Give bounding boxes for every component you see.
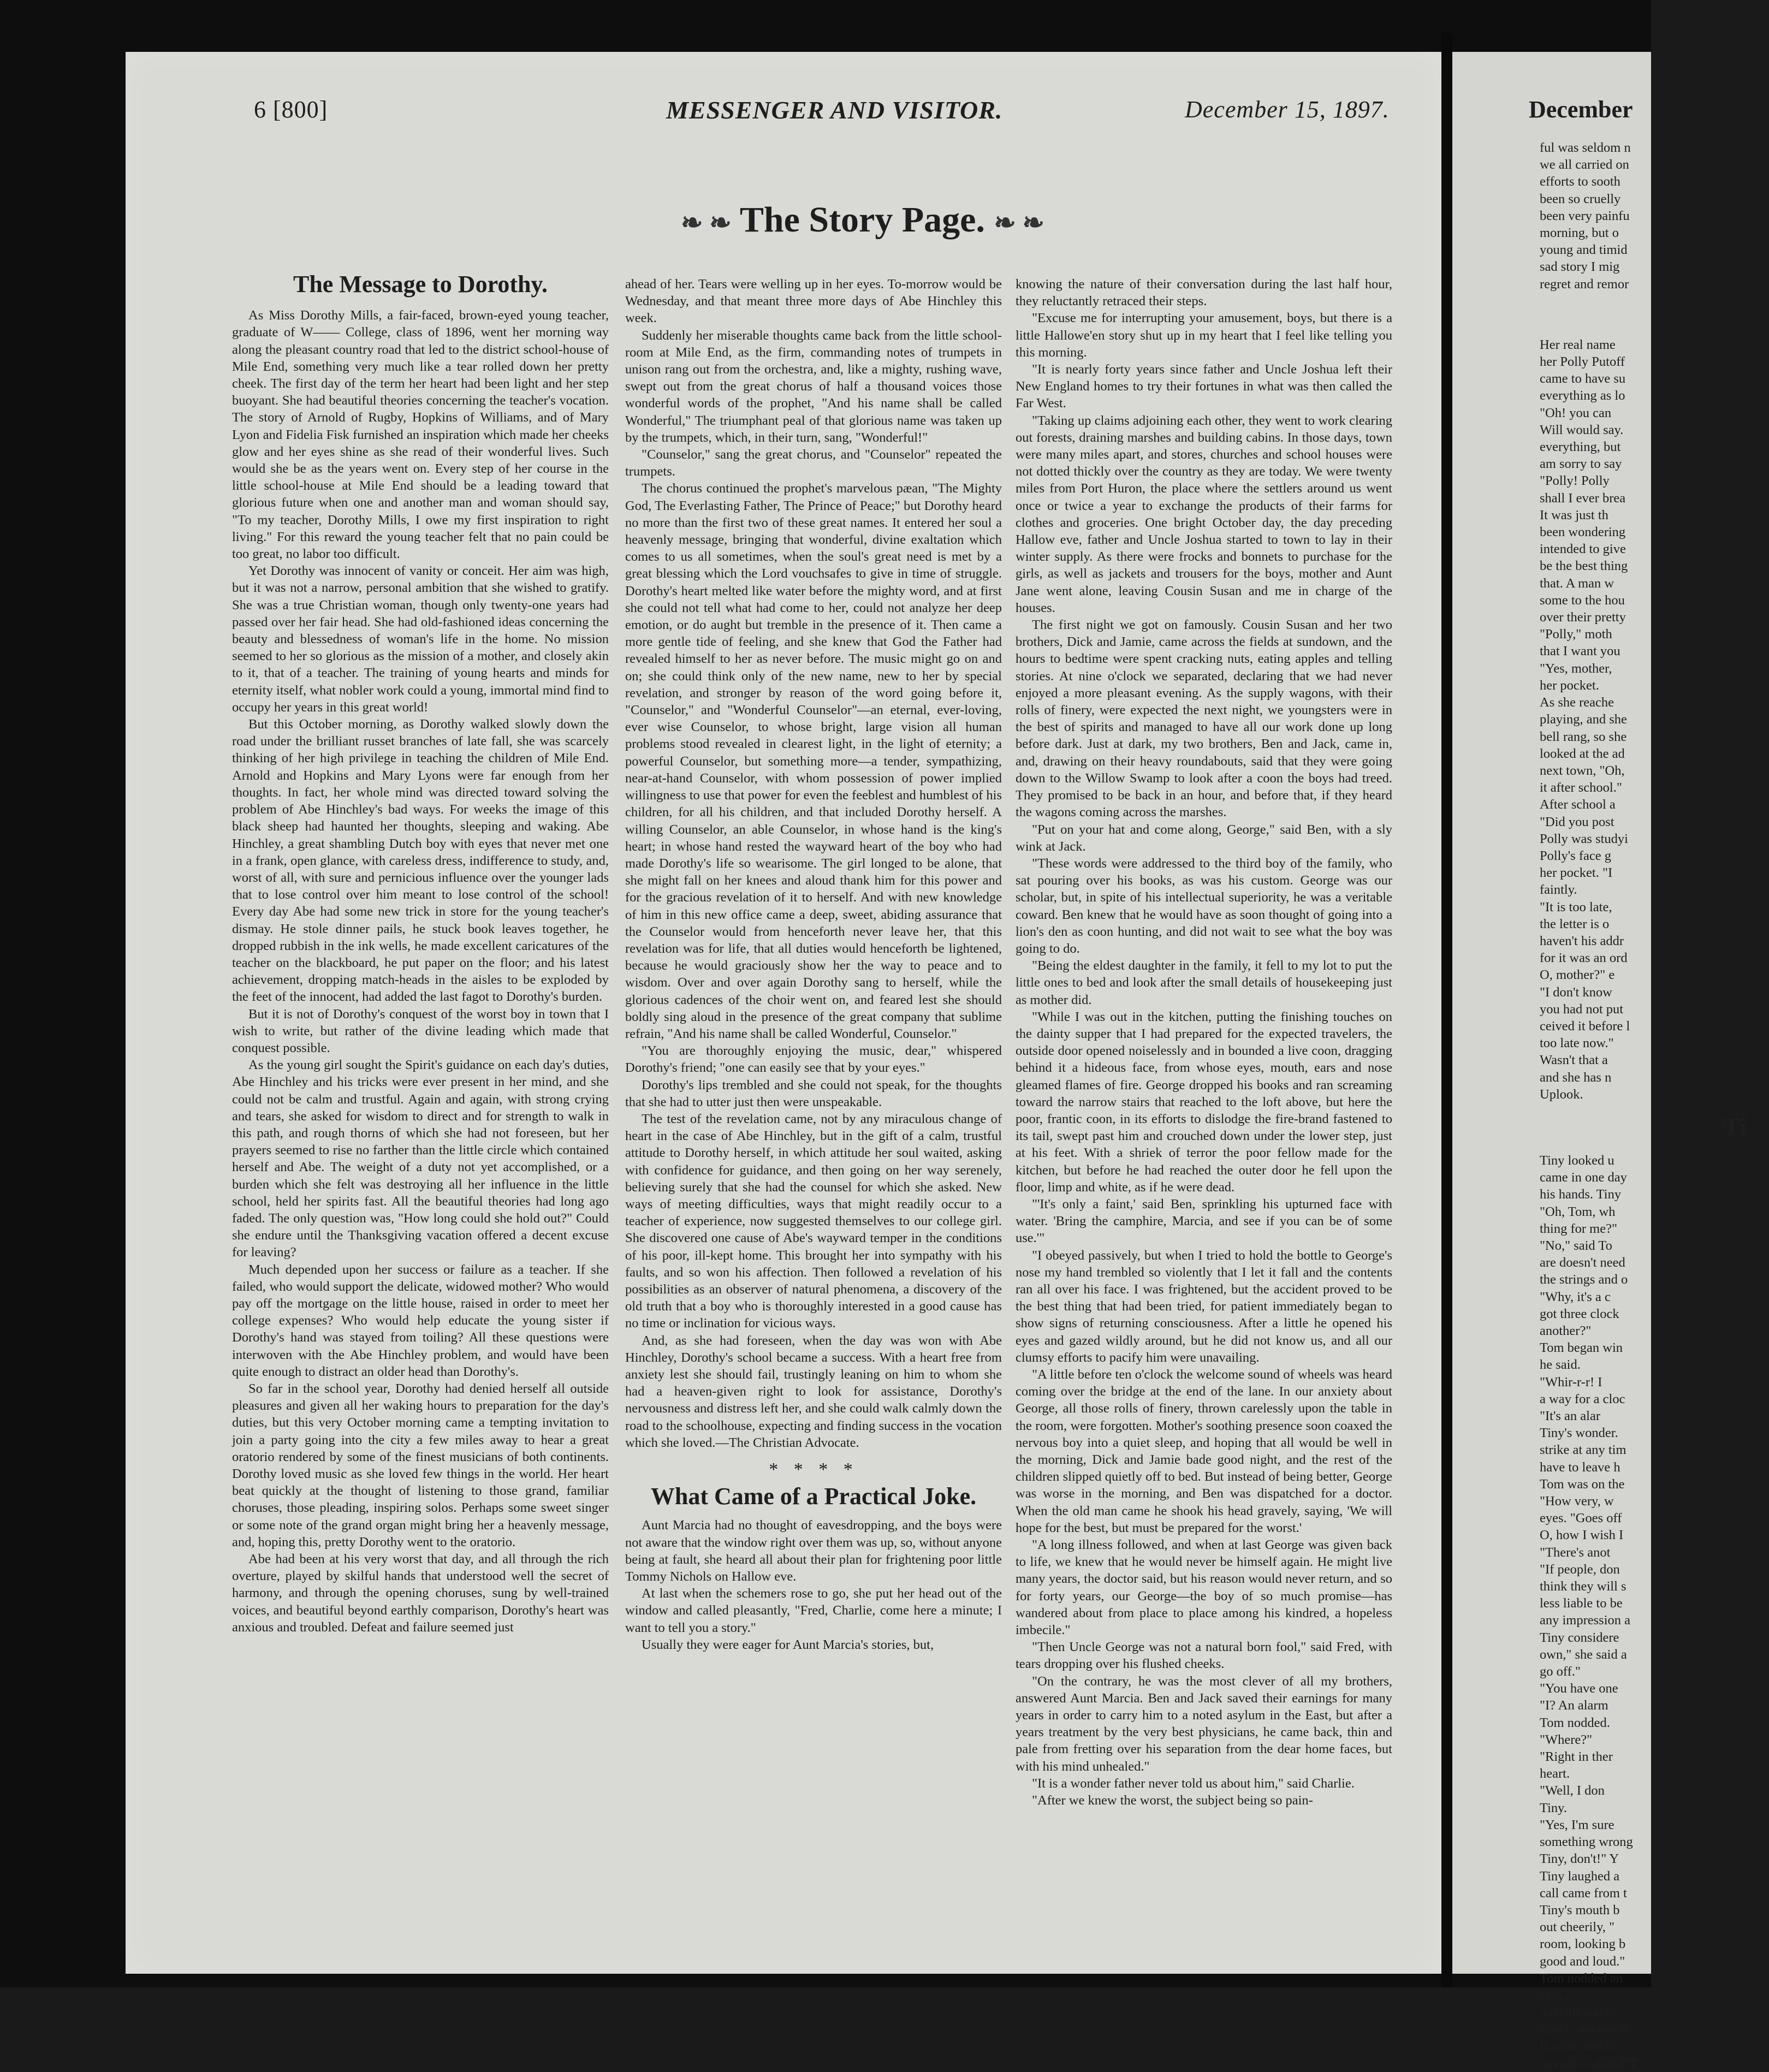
fragment-line: am sorry to say [1540, 456, 1622, 472]
fragment-line: everything, but [1540, 440, 1621, 455]
fragment-line: it after school." [1540, 780, 1622, 795]
fragment-line: less liable to be [1540, 1596, 1623, 1611]
fragment-line: Polly's face g [1540, 848, 1611, 863]
fragment-line: go off." [1540, 1664, 1581, 1679]
fragment-line: sad story I mig [1540, 259, 1620, 275]
fragment-line: "Right in ther [1540, 1749, 1613, 1765]
fragment-line: playing, and she [1540, 712, 1627, 727]
fragment-line: efforts to sooth [1540, 174, 1620, 189]
paragraph: Dorothy's lips trembled and she could not speak, for the thoughts that she had to utter just then were unspeakable. [625, 1077, 1002, 1109]
fragment-line: "Yes, mother, [1540, 661, 1612, 676]
paragraph: "Being the eldest daughter in the family, it fell to my lot to put the little ones to bed and look after the small details of housekeeping just as mother did. [1016, 958, 1392, 1007]
fragment-line: "There's anot [1540, 1545, 1611, 1560]
fragment-line: "No," said To [1540, 1238, 1612, 1253]
page-gutter [1441, 33, 1452, 1987]
fragment-line: that. A man w [1540, 575, 1614, 591]
fragment-line: haven't his addr [1540, 933, 1624, 948]
fragment-line: you had not put [1540, 1001, 1624, 1017]
paragraph: The chorus continued the prophet's marvelous pæan, "The Mighty God, The Everlasting Father, The Prince of Peace;" but Dorothy heard no more than the first two of these great names. It entered her soul a heavenly message, bringing that wonderful, divine exaltation which comes to us all sometimes, when the soul's great need is met by a great blessing which the Lord vouchsafes to give in time of struggle. Dorothy's heart melted like water before the mighty word, and at first she could not tell what had come to her, could not analyze her deep emotion, or do aught but tremble in the presence of it. Then came a more gentle tide of feeling, and she knew that God the Father had revealed himself to her as never before. The music might go on and on; she could think only of the new name, new to her by special revelation, and stronger by reason of the word going before it, "Counselor," and "Wonderful Counselor"—an eternal, ever-loving, ever wise Counselor, to whose bright, large vision all human problems stood revealed in clearest light, in the light of eternity; a powerful Counselor, but something more—a tender, sympathizing, near-at-hand Counselor, with whom possession of power implied willingness to use that power for even the feeblest and humblest of his children, for all his children, and that included Dorothy herself. A willing Counselor, an able Counselor, in whose hand is the king's heart; in whose hand rested the wayward heart of the boy who had made Dorothy's life so wearisome. The girl longed to be alone, that she might fall on her knees and aloud thank him for this power and for the gracious revelation of it to herself. And with new knowledge of him in this new office came a deep, sweet, abiding assurance that the Counselor would from henceforth never leave her, that this revelation was for life, that all duties would henceforth be lightened, because he would graciously show her the way to peace and to wisdom. Over and over again Dorothy sang to herself, while the glorious cadences of the choir went on, and feared lest she should boldly sing aloud in the presence of the great company that sublime refrain, "And his name shall be called Wonderful, Counselor." [625, 481, 1002, 1041]
masthead: MESSENGER AND VISITOR. [666, 96, 1003, 124]
fragment-line: Tiny laughed a [1540, 1868, 1620, 1884]
fragment-line: Tiny considere [1540, 1630, 1619, 1645]
paragraph: At last when the schemers rose to go, she put her head out of the window and called pleasantly, "Fred, Charlie, come here a minute; I want to tell you a story." [625, 1586, 1002, 1635]
fragment-line: room, looking b [1540, 1937, 1626, 1952]
fragment-line: in vain, and tu [1540, 2039, 1617, 2054]
story-body [625, 1517, 1002, 1653]
fragment-line: out cheerily, " [1540, 1920, 1614, 1935]
fragment-line: It was just th [1540, 507, 1608, 523]
fragment-line: "Why, it's a c [1540, 1289, 1611, 1304]
fragment-line: Wasn't that a [1540, 1053, 1608, 1068]
fragment-line: Tom nodded. [1540, 1715, 1610, 1730]
fragment-line: her pocket. [1540, 678, 1599, 693]
fragment-lines [1540, 336, 1769, 1103]
fragment-line: ful was seldom n [1540, 140, 1631, 155]
paragraph: "These words were addressed to the third boy of the family, who sat pouring over his books, as was his custom. George was our scholar, but, in spite of his intellectual superiority, he was a veritable coward. Ben knew that he would have as soon thought of going into a lion's den as coon hunting, and did not wait to see what the boy was going to do. [1016, 856, 1392, 956]
ornament-right: ❧ ❧ [994, 209, 1044, 238]
newspaper-page [126, 52, 1441, 1974]
fragment-line: strike at any tim [1540, 1442, 1626, 1458]
fragment-line: everything as lo [1540, 388, 1625, 403]
paragraph: "'It's only a faint,' said Ben, sprinkling his upturned face with water. 'Bring the camphire, Marcia, and see if you can be of some use.'" [1016, 1196, 1392, 1246]
fragment-line: As she reache [1540, 695, 1614, 710]
fragment-line: sure to answer th [1540, 2022, 1631, 2037]
page-header [126, 96, 1441, 139]
paragraph: "Taking up claims adjoining each other, they went to work clearing out forests, draining marshes and building cabins. In those days, town were many miles apart, and stores, churches and school houses were not dotted thickly over the country as they are today. We were twenty miles from Port Huron, the place where the settlers around us went once or twice a year to exchange the products of their farms for clothes and groceries. One bright October day, the day preceding Hallow eve, father and Uncle Joshua started to town to lay in their winter supply. As there were frocks and bonnets to purchase for the girls, as well as jackets and trousers for the boys, mother and Aunt Jane went alone, leaving Cousin Susan and me in charge of the houses. [1016, 413, 1392, 615]
fragment-line: "It is too late, [1540, 899, 1612, 915]
fragment-line: call came from t [1540, 1885, 1627, 1901]
section-title-text: The Story Page. [739, 200, 985, 240]
fragment-line: been very painfu [1540, 208, 1630, 223]
story-title: The Message to Dorothy. [293, 271, 548, 298]
fragment-line: Tiny looked u [1540, 1153, 1614, 1168]
fragment-line: some to the hou [1540, 592, 1625, 608]
fragment-line: are doesn't need [1540, 1255, 1625, 1270]
fragment-line: "Polly," moth [1540, 627, 1612, 642]
paragraph: "Put on your hat and come along, George," said Ben, with a sly wink at Jack. [1016, 822, 1392, 854]
fragment-line: heart. [1540, 1766, 1570, 1782]
paragraph: The test of the revelation came, not by any miraculous change of heart in the case of Abe Hinchley, but in the gift of a calm, trustful attitude to Dorothy herself, in which attitude her soul waited, asking with confidence for guidance, and then going on her way serenely, believing surely that she had the counsel for which she asked. New ways of meeting difficulties, ways that might readily occur to a teacher of experience, now suggested themselves to our college girl. She discovered one cause of Abe's wayward temper in the conditions of his poor, ill-kept home. This brought her into sympathy with his faults, and so won his affection. Then followed a revelation of his possibilities as an observer of natural phenomena, a discovery of the old truth that a boy who is thoroughly interested in a good cause has no time or inclination for vicious ways. [625, 1111, 1002, 1331]
fragment-line: Polly was studyi [1540, 831, 1628, 846]
fragment-line: Tom began win [1540, 1340, 1623, 1356]
fragment-line: morning, but o [1540, 225, 1619, 241]
section-title [644, 199, 1081, 241]
paragraph: "You are thoroughly enjoying the music, dear," whispered Dorothy's friend; "one can easily see that by your eyes." [625, 1043, 1002, 1076]
fragment-line: something wrong [1540, 1834, 1633, 1850]
fragment-line: "You have one [1540, 1681, 1618, 1696]
next-page-header: December [1529, 96, 1633, 123]
paragraph: ahead of her. Tears were welling up in her eyes. To-morrow would be Wednesday, and that meant three more days of Abe Hinchley this week. [625, 277, 1002, 326]
fragment-line: the letter is o [1540, 916, 1610, 931]
fragment-line: been wondering [1540, 525, 1626, 540]
fragment-line: good and loud." [1540, 1954, 1625, 1969]
fragment-line: "Yes, I'm sure [1540, 1817, 1614, 1832]
paragraph: As the young girl sought the Spirit's guidance on each day's duties, Abe Hinchley and his tricks were ever present in her mind, and she could not be calm and trustful. Again and again, with strong crying and tears, she asked for wisdom to direct and for strength to walk in this path, and rough thorns of which she had not foreseen, but her prayers seemed to rise no farther than the little circle which contained herself and Abe. The weight of a duty not yet accomplished, or a burden which she felt was destroying all her influence in the little school, held her spirits fast. All the beautiful theories had long ago faded. The only question was, "How long could she hold out?" Could she endure until the Thanksgiving vacation offered a decent excuse for leaving? [232, 1058, 609, 1260]
fragment-line: a way for a cloc [1540, 1391, 1625, 1406]
fragment-line: Uplook. [1540, 1087, 1583, 1102]
fragment-line: own," she said a [1540, 1647, 1627, 1662]
paragraph: Aunt Marcia had no thought of eavesdropping, and the boys were not aware that the window right over them was up, so, without anyone being at fault, she heard all about their plan for frightening poor little Tommy Nichols on Hallow eve. [625, 1518, 1002, 1584]
fragment-line: be the best thing [1540, 559, 1628, 574]
paragraph: But this October morning, as Dorothy walked slowly down the road under the brilliant russet branches of late fall, she was scarcely thinking of her high privilege in teaching the children of Mile End. Arnold and Hopkins and Mary Lyons were far enough from her thoughts. In fact, her whole mind was directed toward solving the problem of Abe Hinchley's bad ways. For weeks the image of this black sheep had haunted her thoughts, sleeping and waking. Abe Hinchley, a great shambling Dutch boy with eyes that never met one in a frank, open glance, with careless dress, indifference to study, and, worst of all, with sure and pernicious influence over the younger lads that to lose control over him meant to lose control of the school! Every day Abe had some new trick in store for the young teacher's dismay. He stole dinner pails, he stuck book leaves together, he dropped rubbish in the ink wells, he made excellent caricatures of the teacher on the blackboard, he put paper on the floor; and his latest achievement, dropping match-heads in the aisles to be exploded by the feet of the innocent, had added the last fagot to Dorothy's burden. [232, 717, 609, 1005]
fragment-line: And all you li [1540, 2005, 1614, 2020]
fragment-line: his hands. Tiny [1540, 1187, 1622, 1202]
fragment-line: "If people, don [1540, 1562, 1620, 1577]
fragment-line: her Polly Putoff [1540, 354, 1625, 370]
fragment-line: came in one day [1540, 1170, 1627, 1185]
fragment-line: "How very, w [1540, 1494, 1614, 1509]
fragment-subhead: Ti [1723, 1112, 1747, 1142]
paragraph: The first night we got on famously. Cousin Susan and her two brothers, Dick and Jamie, came across the fields at sundown, and the hours to bedtime were spent cracking nuts, eating apples and telling stories. At nine o'clock we separated, declaring that we had never enjoyed a more pleasant evening. As the supply wagons, with their rolls of finery, were expected the next night, we youngsters were in the best of spirits and managed to have all our work done up long before dark. Just at dark, my two brothers, Ben and Jack, came in, and, drawing on their heavy roundabouts, said that they were going down to the Willow Swamp to look after a coon the boys had treed. They promised to be back in an hour, and before that, if they heard the wagons coming across the marshes. [1016, 618, 1392, 820]
fragment-line: and she has n [1540, 1070, 1612, 1085]
fragment-line: bell rang, so she [1540, 729, 1627, 744]
fragment-line: Tiny's mouth b [1540, 1902, 1620, 1917]
fragment-line: young and timid [1540, 242, 1628, 258]
story-body-continued [1016, 276, 1392, 1809]
next-page-fragment [1452, 52, 1747, 2071]
fragment-line: got three clock [1540, 1306, 1619, 1321]
paragraph: "It is nearly forty years since father and Uncle Joshua left their New England homes to try their fortunes in what was then called the Far West. [1016, 362, 1392, 411]
fragment-line: have to leave h [1540, 1459, 1620, 1475]
fragment-line: women.—Great T [1540, 2056, 1637, 2071]
fragment-line: regret and remor [1540, 276, 1629, 292]
fragment-line: "Did you post [1540, 814, 1614, 829]
fragment-line: Her real name [1540, 337, 1616, 352]
issue-date: December 15, 1897. [1185, 96, 1390, 123]
next-page-column [1540, 139, 1769, 2072]
fragment-line: looked at the ad [1540, 746, 1625, 761]
paragraph: "A long illness followed, and when at last George was given back to life, we knew that he would never be himself again. He might live many years, the doctor said, but his reason would never return, and so for forty years, our George—the boy of so much promise—has wandered about from place to place among his kindred, a hopeless imbecile." [1016, 1537, 1392, 1638]
fragment-line: "Oh, Tom, wh [1540, 1204, 1616, 1219]
fragment-line: Tom was on the [1540, 1476, 1625, 1492]
fragment-line: another?" [1540, 1323, 1592, 1338]
paragraph: And, as she had foreseen, when the day was won with Abe Hinchley, Dorothy's school became a success. With a heart free from anxiety lest she should fail, trustingly leaning on him to whom she had a heaven-given right to look for assistance, Dorothy's nervousness and distress left her, and she could walk calmly down the road to the schoolhouse, expecting and finding success in the vocation which she loved.—The Christian Advocate. [625, 1333, 1002, 1450]
column-2 [625, 276, 1002, 1653]
story-title: What Came of a Practical Joke. [650, 1483, 977, 1510]
paragraph: Usually they were eager for Aunt Marcia's stories, but, [642, 1637, 934, 1652]
paragraph: "After we knew the worst, the subject being so pain- [1032, 1793, 1313, 1808]
paragraph: Yet Dorothy was innocent of vanity or conceit. Her aim was high, but it was not a narrow, personal ambition that she wished to gratify. She was a true Christian woman, though only twenty-one years had passed over her fair head. She had old-fashioned ideas concerning the beauty and blessedness of woman's life in the home. No mission seemed to her so glorious as the mission of a mother, and closely akin to it, that of a teacher. The training of young hearts and minds for eternity itself, what nobler work could a young, immortal mind find to occupy her years in this great world! [232, 563, 609, 715]
paragraph: "It is a wonder father never told us about him," said Charlie. [1032, 1776, 1355, 1791]
fragment-line: eyes. "Goes off [1540, 1511, 1622, 1526]
fragment-line: for it was an ord [1540, 951, 1628, 966]
fragment-line: too late now." [1540, 1036, 1614, 1051]
fragment-line: her pocket. "I [1540, 865, 1613, 881]
paragraph: Suddenly her miserable thoughts came back from the little school-room at Mile End, as the firm, commanding notes of trumpets in unison rang out from the orchestra, and, like a mighty, rushing wave, swept out from the great chorus of half a thousand voices those wonderful words of the prophet, "And his name shall be called Wonderful," The triumphant peal of that glorious name was taken up by the trumpets, which, in their turn, sang, "Wonderful!" [625, 328, 1002, 445]
paragraph: Abe had been at his very worst that day, and all through the rich overture, played by skilful hands that understood well the secret of harmony, and through the opening choruses, sung by well-trained voices, and beautiful beyond earthly comparison, Dorothy's heart was anxious and troubled. Defeat and failure seemed just [232, 1552, 609, 1635]
paragraph: knowing the nature of their conversation during the last half hour, they reluctantly retraced their steps. [1016, 277, 1392, 309]
paragraph: "A little before ten o'clock the welcome sound of wheels was heard coming over the bridge at the end of the lane. In our anxiety about George, all those rolls of finery, thrown carelessly upon the table in the room, were forgotten. Mother's soothing presence soon coaxed the nervous boy into a quiet sleep, and hoping that all would be well in the morning, Dick and Jamie bade good night, and the rest of the children slipped quietly off to bed. But instead of being better, George was worse in the morning, and Ben was dispatched for a doctor. When the old man came he shook his head gravely, saying, 'We will hope for the best, but must be prepared for the worst.' [1016, 1367, 1392, 1535]
fragment-line: that I want you [1540, 644, 1620, 659]
fragment-line: Tiny, don't!" Y [1540, 1851, 1619, 1867]
fragment-line: "It's an alar [1540, 1409, 1601, 1424]
fragment-line: O, how I wish I [1540, 1528, 1624, 1543]
fragment-line: intended to give [1540, 542, 1626, 557]
fragment-line: ceived it before l [1540, 1018, 1630, 1034]
fragment-line: shall I ever brea [1540, 490, 1626, 506]
fragment-lines [1540, 1152, 1769, 2072]
story-body-continued [625, 276, 1002, 1451]
separator-stars: * * * * [769, 1459, 858, 1480]
fragment-lines [1540, 139, 1769, 293]
fragment-line: O, mother?" e [1540, 967, 1615, 983]
paragraph: As Miss Dorothy Mills, a fair-faced, brown-eyed young teacher, graduate of W—— College, class of 1896, went her morning way along the pleasant country road that led to the district school-house of Mile End, something very much like a tear rolled down her pretty cheek. The first day of the term her heart had been light and her step buoyant. She had beautiful theories concerning the teacher's vocation. The story of Arnold of Rugby, Hopkins of Williams, and of Mary Lyon and Fidelia Fisk furnished an inspiration which made her cheeks glow and her eyes shine as she read of their wonderful lives. Such would she be as the years went on. Every step of her course in the little school-house at Mile End should be a leading toward that glorious future when one and another man and woman should say, "To my teacher, Dorothy Mills, I owe my first inspiration to right living." For this reward the young teacher felt that no pain could be too great, no labor too difficult. [232, 308, 609, 562]
paragraph: So far in the school year, Dorothy had denied herself all outside pleasures and given all her waking hours to preparation for the day's duties, but this very October morning came a tempting invitation to join a party going into the city a few miles away to hear a great oratorio rendered by some of the finest musicians of both continents. Dorothy loved music as she loved few things in the world. Her heart beat quickly at the thought of listening to those grand, familiar choruses, those pleading, inspiring solos. Perhaps some sweet singer or some note of the grand organ might bring her a heavenly message, and, hoping this, pretty Dorothy went to the oratorio. [232, 1381, 609, 1549]
fragment-line: faintly. [1540, 882, 1577, 898]
paragraph: "Counselor," sang the great chorus, and "Counselor" repeated the trumpets. [625, 447, 1002, 479]
fragment-line: "Well, I don [1540, 1783, 1605, 1798]
fragment-line: been so cruelly [1540, 191, 1621, 206]
paragraph: Much depended upon her success or failure as a teacher. If she failed, who would support the delicate, widowed mother? Who would pay off the mortgage on the little house, raised in order to meet her college expenses? Who would help educate the young sister if Dorothy's hand was stayed from toiling? All these questions were interwoven with the Abe Hinchley problem, and would have been quite enough to distract an older head than Dorothy's. [232, 1262, 609, 1379]
paragraph: "Then Uncle George was not a natural born fool," said Fred, with tears dropping over his flushed cheeks. [1016, 1640, 1392, 1672]
column-1 [232, 271, 609, 1636]
fragment-line: he said. [1540, 1357, 1581, 1373]
column-3 [1016, 276, 1392, 1809]
fragment-line: next town, "Oh, [1540, 763, 1625, 778]
fragment-line: "Polly! Polly [1540, 473, 1610, 489]
page-number: 6 [800] [254, 96, 328, 123]
paragraph: "I obeyed passively, but when I tried to hold the bottle to George's nose my hand trembled so violently that I let it fall and the contents ran all over his face. I was frightened, but the accident proved to be the best thing that had been tried, for patient immediately began to show signs of returning consciousness. After a little he opened his eyes and gazed wildly around, but he did not know us, and all our clumsy efforts to pacify him were unavailing. [1016, 1248, 1392, 1365]
fragment-line: the strings and o [1540, 1272, 1628, 1287]
paragraph: "Excuse me for interrupting your amusement, boys, but there is a little Hallowe'en story shut up in my heart that I feel like telling you this morning. [1016, 311, 1392, 360]
fragment-line: "I? An alarm [1540, 1698, 1608, 1713]
fragment-line: Will would say. [1540, 422, 1624, 437]
fragment-line: think they will s [1540, 1579, 1626, 1594]
fragment-line: Tiny. [1540, 1800, 1567, 1815]
fragment-line: After school a [1540, 797, 1616, 812]
fragment-line: said. [1540, 1987, 1565, 2003]
story-body [232, 307, 609, 1636]
fragment-line: we all carried on [1540, 157, 1629, 173]
fragment-line: Tom nodded an [1540, 1970, 1623, 1986]
fragment-line: came to have su [1540, 371, 1626, 387]
ornament-left: ❧ ❧ [681, 209, 732, 238]
paragraph: "While I was out in the kitchen, putting the finishing touches on the dainty supper that I had prepared for the expected travelers, the outside door opened noiselessly and in bounded a live coon, dragging behind it a hideous face, from whose eyes, mouth, ears and nose gleamed flames of fire. George dropped his books and ran screaming toward the narrow stairs that reached to the loft above, but here the poor, frantic coon, in its efforts to dislodge the fire-brand fastened to its tail, swept past him and crouched down under the lower step, just at his feet. With a shriek of terror the poor fellow made for the kitchen, but before he had reached the outer door he fell upon the floor, limp and white, as if he were dead. [1016, 1009, 1392, 1195]
fragment-line: "Where?" [1540, 1732, 1593, 1747]
fragment-line: thing for me?" [1540, 1221, 1617, 1236]
fragment-line: "I don't know [1540, 984, 1612, 1000]
fragment-line: "Whir-r-r! I [1540, 1374, 1602, 1390]
fragment-line: "Oh! you can [1540, 405, 1612, 420]
paragraph: But it is not of Dorothy's conquest of the worst boy in town that I wish to write, but rather of the divine leading which made that conquest possible. [232, 1006, 609, 1055]
fragment-line: over their pretty [1540, 610, 1626, 625]
fragment-line: Tiny's wonder. [1540, 1426, 1618, 1441]
paragraph: "On the contrary, he was the most clever of all my brothers, answered Aunt Marcia. Ben and Jack saved their earnings for many years in order to carry him to a noted asylum in the East, but after a years treatment by the very best physicians, he came back, thin and pale from fretting over his separation from the dear home faces, but with his mind unhealed." [1016, 1673, 1392, 1774]
fragment-line: any impression a [1540, 1613, 1631, 1628]
